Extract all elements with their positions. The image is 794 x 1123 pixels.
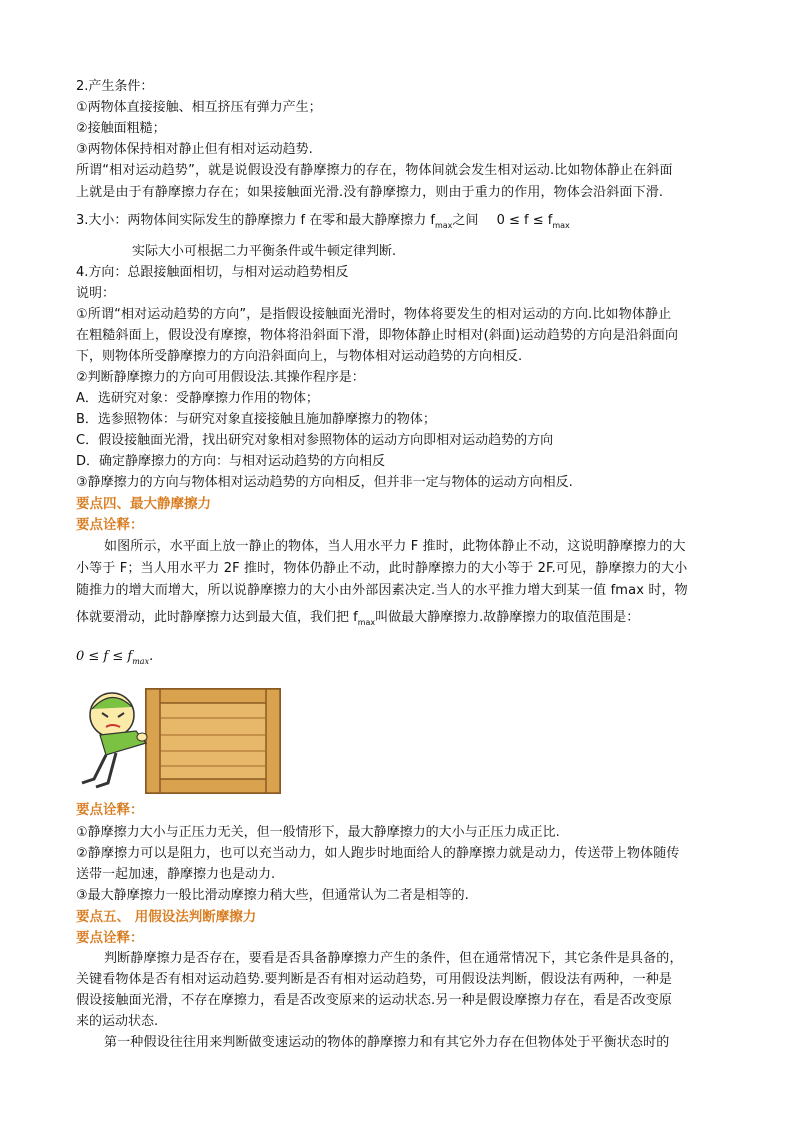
text-line: A．选研究对象：受静摩擦力作用的物体；	[76, 391, 319, 406]
formula-end: .	[149, 649, 154, 664]
text-line: D．确定静摩擦力的方向：与相对运动趋势的方向相反	[76, 454, 386, 469]
text-line: ①所谓“相对运动趋势的方向”，是指假设接触面光滑时，物体将要发生的相对运动的方向.比如物体静止	[76, 307, 672, 322]
text-line: 上就是由于有静摩擦力存在；如果接触面光滑.没有静摩擦力，则由于重力的作用，物体会沿斜面下滑.	[76, 185, 664, 200]
subheading: 要点诠释：	[76, 802, 144, 818]
text-line: 来的运动状态.	[76, 1014, 159, 1029]
text-line: ①静摩擦力大小与正压力无关，但一般情形下，最大静摩擦力的大小与正压力成正比.	[76, 825, 560, 840]
formula-text: 0 ≤ f ≤ f	[76, 649, 133, 664]
text-line: C．假设接触面光滑，找出研究对象相对参照物体的运动方向即相对运动趋势的方向	[76, 433, 554, 448]
text-line: 随推力的增大而增大，所以说静摩擦力的大小由外部因素决定.当人的水平推力增大到某一值 fmax 时，物	[76, 583, 688, 598]
crate	[146, 689, 280, 793]
text-fragment: 体就要滑动，此时静摩擦力达到最大值，我们把 f	[76, 610, 358, 625]
text-line: ①两物体直接接触、相互挤压有弹力产生；	[76, 100, 322, 115]
formula	[76, 648, 153, 667]
pushing-crate-illustration	[76, 683, 286, 795]
text-line: ③最大静摩擦力一般比滑动摩擦力稍大些，但通常认为二者是相等的.	[76, 888, 469, 903]
text-line: ③两物体保持相对静止但有相对运动趋势.	[76, 142, 313, 157]
text-line: 2.产生条件：	[76, 79, 154, 94]
text-line: 第一种假设往往用来判断做变速运动的物体的静摩擦力和有其它外力存在但物体处于平衡状态时的	[104, 1035, 670, 1050]
text-line: ③静摩擦力的方向与物体相对运动趋势的方向相反，但并非一定与物体的运动方向相反.	[76, 475, 573, 490]
text-fragment: 3.大小：两物体间实际发生的静摩擦力 f 在零和最大静摩擦力 f	[76, 213, 435, 228]
text-fragment: 叫做最大静摩擦力.故静摩擦力的取值范围是：	[375, 610, 640, 625]
text-line	[76, 609, 639, 628]
subscript: max	[132, 657, 150, 666]
text-line: 下，则物体所受静摩擦力的方向沿斜面向上，与物体相对运动趋势的方向相反.	[76, 349, 523, 364]
text-line: 小等于 F；当人用水平力 2F 推时，物体仍静止不动，此时静摩擦力的大小等于 2F.可见，静摩擦力的大小	[76, 561, 688, 576]
inequality: 0 ≤ f ≤ f	[496, 213, 553, 228]
subscript: max	[552, 221, 570, 230]
text-line: B．选参照物体：与研究对象直接接触且施加静摩擦力的物体；	[76, 412, 436, 427]
subscript: max	[357, 618, 376, 627]
text-line: 说明：	[76, 286, 116, 301]
text-line: 关键看物体是否有相对运动趋势.要判断是否有相对运动趋势，可用假设法判断，假设法有两种，一种是	[76, 972, 673, 987]
text-line: ②接触面粗糙；	[76, 121, 166, 136]
text-line: 4.方向：总跟接触面相切，与相对运动趋势相反	[76, 265, 349, 280]
text-line: 判断静摩擦力是否存在，要看是否具备静摩擦力产生的条件，但在通常情况下，其它条件是具备的，	[104, 951, 683, 966]
text-line: ②静摩擦力可以是阻力，也可以充当动力，如人跑步时地面给人的静摩擦力就是动力，传送带上物体随传	[76, 846, 680, 861]
text-line: ②判断静摩擦力的方向可用假设法.其操作程序是：	[76, 370, 365, 385]
section-heading: 要点五、 用假设法判断摩擦力	[76, 909, 257, 925]
text-line: 在粗糙斜面上，假设没有摩擦，物体将沿斜面下滑，即物体静止时相对(斜面)运动趋势的方向是沿斜面向	[76, 328, 679, 343]
text-fragment: 之间	[452, 213, 479, 228]
text-line: 实际大小可根据二力平衡条件或牛顿定律判断.	[132, 244, 397, 259]
section-heading: 要点四、最大静摩擦力	[76, 496, 211, 512]
size-line	[76, 212, 570, 231]
text-line: 所谓“相对运动趋势”，就是说假设没有静摩擦力的存在，物体间就会发生相对运动.比如物体静止在斜面	[76, 163, 673, 178]
subheading: 要点诠释：	[76, 517, 144, 533]
subheading: 要点诠释：	[76, 930, 144, 946]
text-line: 送带一起加速，静摩擦力也是动力.	[76, 867, 276, 882]
text-line: 假设接触面光滑，不存在摩擦力，看是否改变原来的运动状态.另一种是假设摩擦力存在，看是否改变原	[76, 993, 673, 1008]
text-line: 如图所示，水平面上放一静止的物体，当人用水平力 F 推时，此物体静止不动，这说明静摩擦力的大	[104, 539, 686, 554]
subscript: max	[434, 221, 453, 230]
